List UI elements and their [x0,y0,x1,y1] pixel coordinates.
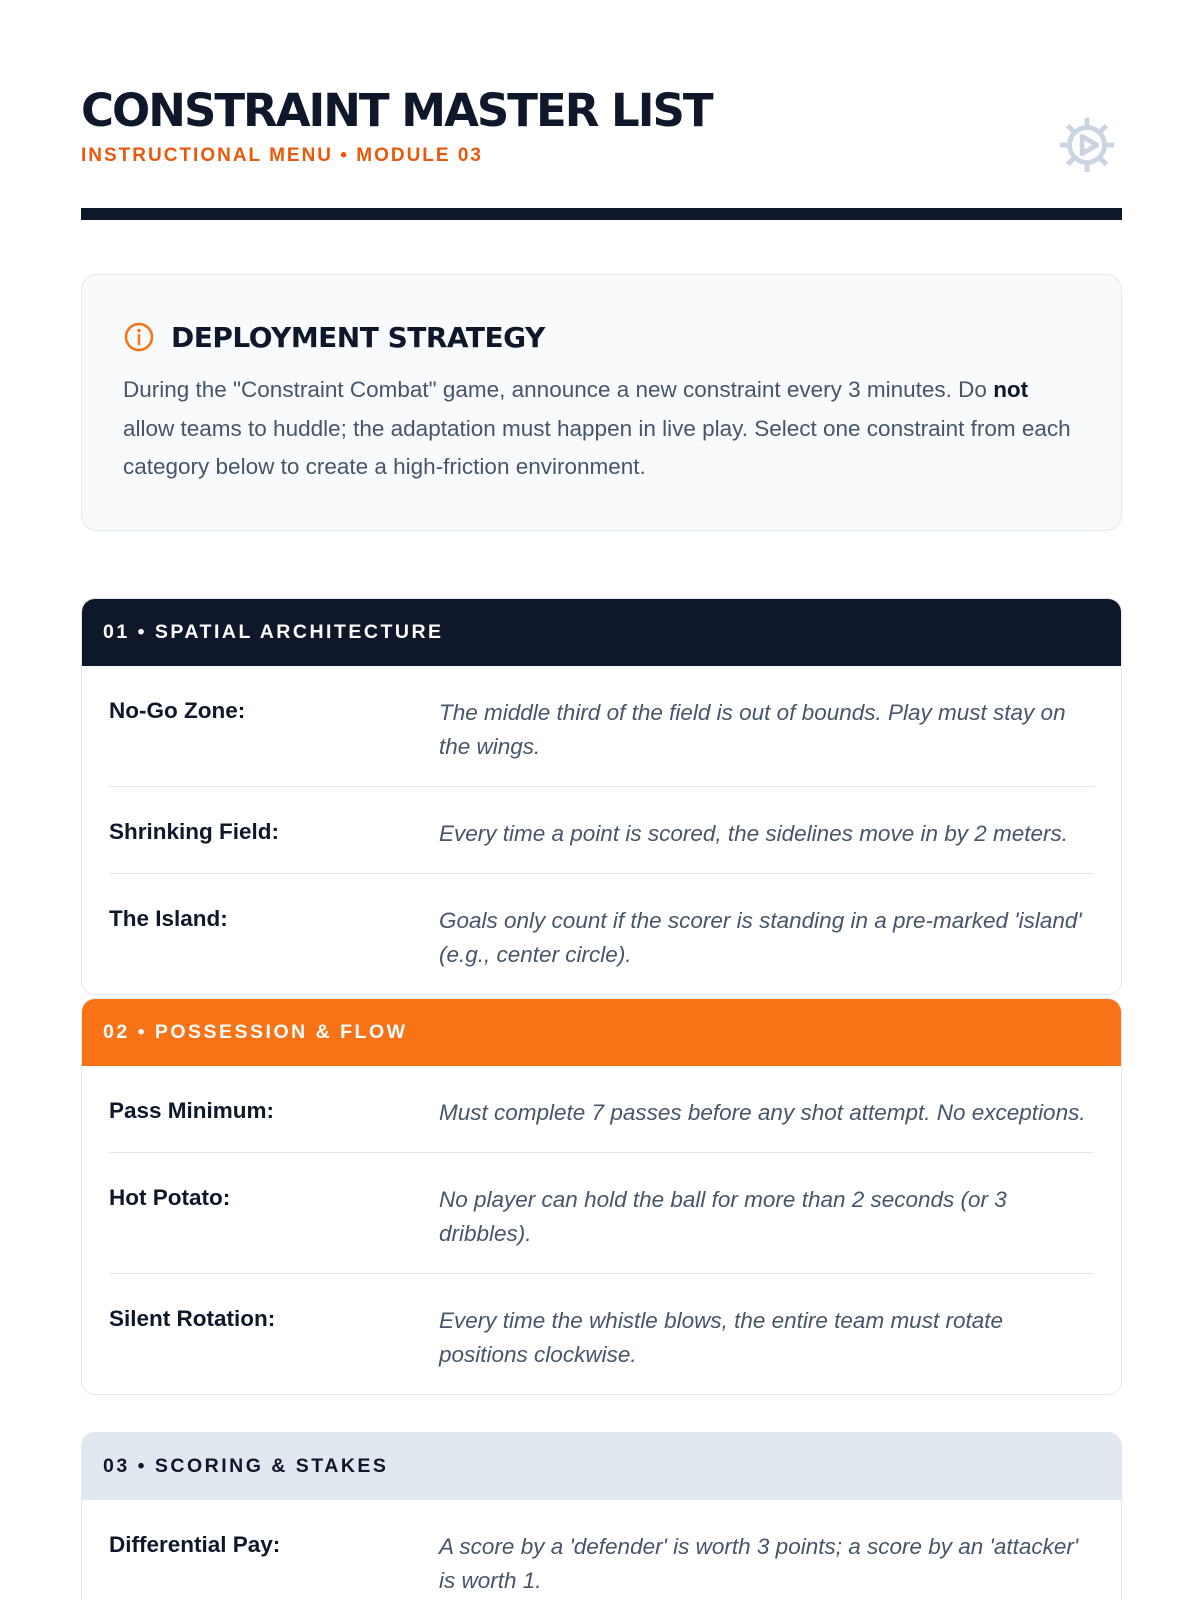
constraint-description: Goals only count if the scorer is standing in a pre-marked 'island' (e.g., center circle). [439,908,1082,967]
constraint-row [109,874,1094,994]
constraint-name: Pass Minimum: [109,1098,275,1123]
category-scoring-stakes [81,1432,1122,1600]
strategy-text [123,371,1083,487]
constraint-name: Differential Pay: [109,1532,281,1557]
strategy-title: DEPLOYMENT STRATEGY [171,320,545,354]
constraint-description: Must complete 7 passes before any shot attempt. No exceptions. [439,1100,1086,1125]
strategy-text-emphasis: not [993,377,1029,402]
constraint-row [109,1500,1094,1600]
constraint-description: The middle third of the field is out of bounds. Play must stay on the wings. [439,700,1066,759]
strategy-text-part: During the "Constraint Combat" game, announce a new constraint every 3 minutes. Do [123,377,994,402]
constraint-row [109,787,1094,874]
info-icon [123,321,155,353]
constraint-description: No player can hold the ball for more than 2 seconds (or 3 dribbles). [439,1187,1007,1246]
constraint-row [109,1066,1094,1153]
constraint-description: Every time a point is scored, the sidelines move in by 2 meters. [439,821,1069,846]
constraint-description: A score by a 'defender' is worth 3 points; a score by an 'attacker' is worth 1. [439,1534,1079,1593]
page-subtitle: INSTRUCTIONAL MENU • MODULE 03 [81,145,483,166]
constraint-row [109,666,1094,787]
page-header [81,84,1122,168]
constraint-name: The Island: [109,906,228,931]
constraint-name: Silent Rotation: [109,1306,276,1331]
constraint-name: Hot Potato: [109,1185,231,1210]
constraint-description: Every time the whistle blows, the entire team must rotate positions clockwise. [439,1308,1003,1367]
category-possession-flow [81,998,1122,1395]
strategy-text-part: allow teams to huddle; the adaptation must happen in live play. Select one constraint from each category below to create a high-friction environment. [123,415,1071,479]
constraint-row [109,1274,1094,1394]
category-header: 02 • POSSESSION & FLOW [82,999,1121,1066]
deployment-strategy-card [81,274,1122,531]
page-title: CONSTRAINT MASTER LIST [81,84,712,137]
constraint-name: No-Go Zone: [109,698,246,723]
category-spatial-architecture [81,598,1122,995]
constraint-name: Shrinking Field: [109,819,280,844]
header-divider [81,208,1122,220]
category-header: 01 • SPATIAL ARCHITECTURE [82,599,1121,666]
gear-play-icon [1056,114,1118,176]
constraint-row [109,1153,1094,1274]
strategy-heading [123,319,545,355]
category-header: 03 • SCORING & STAKES [82,1433,1121,1500]
